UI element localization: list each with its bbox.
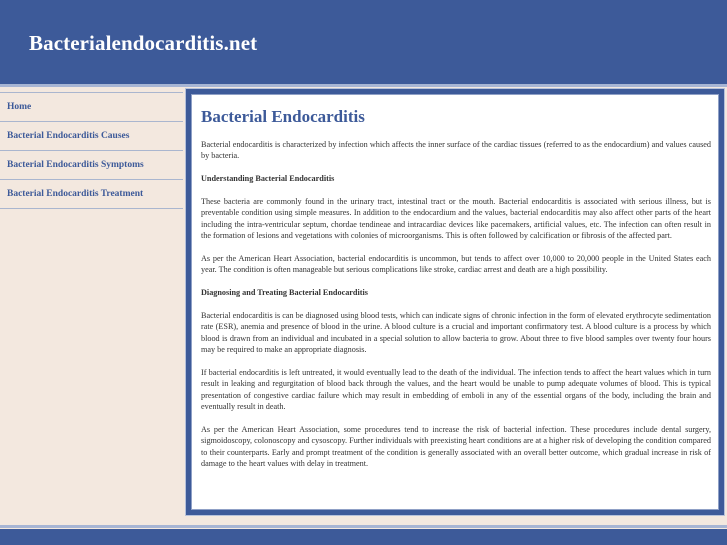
site-footer [0,529,727,545]
section-heading-understanding: Understanding Bacterial Endocarditis [201,174,335,184]
sidebar-nav [0,92,183,209]
paragraph-1: These bacteria are commonly found in the urinary tract, intestinal tract or the mouth. Bacterial endocarditis is associated with serious illness, but is preventable condition using simple measures. In addition to the endocardium and the values, bacterial endocarditis may also affect other parts of the heart including the intra-ventricular septum, chordae tendineae and intracardiac devices like pacemakers, artificial values, etc. The infection can often result in the formation of lesions and vegetations with colonies of microorganisms. This is often followed by calcification or fibrosis of the affected part. [201,197,711,241]
section-heading-diagnosing: Diagnosing and Treating Bacterial Endocarditis [201,288,368,298]
paragraph-5: As per the American Heart Association, some procedures tend to increase the risk of bacterial infection. These procedures include dental surgery, sigmoidoscopy, colonoscopy and cysoscopy. Further individuals with preexisting heart conditions are at a higher risk of developing the condition compared to their counterparts. Early and prompt treatment of the condition is generally associated with an overall better outcome, which gradual increase in risk of damage to the heart values with delay in treatment. [201,425,711,469]
paragraph-4: If bacterial endocarditis is left untreated, it would eventually lead to the death of the individual. The infection tends to affect the heart values which in turn result in leaking and regurgitation of blood back through the values, and the heart would be unable to pump adequate volumes of blood. This is typical presentation of congestive cardiac failure which may result in embedding of emboli in any of the essential organs of the body, including the brain and eventually result in death. [201,368,711,412]
nav-item-treatment[interactable]: Bacterial Endocarditis Treatment [0,179,183,209]
site-title[interactable]: Bacterialendocarditis.net [29,31,258,55]
article-body [201,139,711,481]
article-content [191,94,719,510]
intro-paragraph: Bacterial endocarditis is characterized by infection which affects the inner surface of the cardiac tissues (referred to as the endocardium) and values caused by bacteria. [201,140,711,161]
footer-divider [0,525,727,528]
nav-item-home[interactable]: Home [0,92,183,121]
page-title: Bacterial Endocarditis [201,107,365,126]
header-divider [0,84,727,87]
paragraph-3: Bacterial endocarditis is can be diagnosed using blood tests, which can indicate signs of chronic infection in the form of elevated erythrocyte sedimentation rate (ESR), anemia and presence of blood in the urine. A blood culture is a crucial and important confirmatory test. A blood culture is a process by which blood is drawn from an individual and incubated in a special solution to allow bacteria to grow. About three to five blood samples over twenty four hours may be required to make an appropriate diagnosis. [201,311,711,355]
nav-item-symptoms[interactable]: Bacterial Endocarditis Symptoms [0,150,183,179]
site-header [0,0,727,85]
nav-item-causes[interactable]: Bacterial Endocarditis Causes [0,121,183,150]
content-frame [185,88,725,516]
paragraph-2: As per the American Heart Association, bacterial endocarditis is uncommon, but tends to affect over 10,000 to 20,000 people in the United States each year. The condition is often manageable but serious complications like stroke, cardiac arrest and death are a high possibility. [201,254,711,275]
